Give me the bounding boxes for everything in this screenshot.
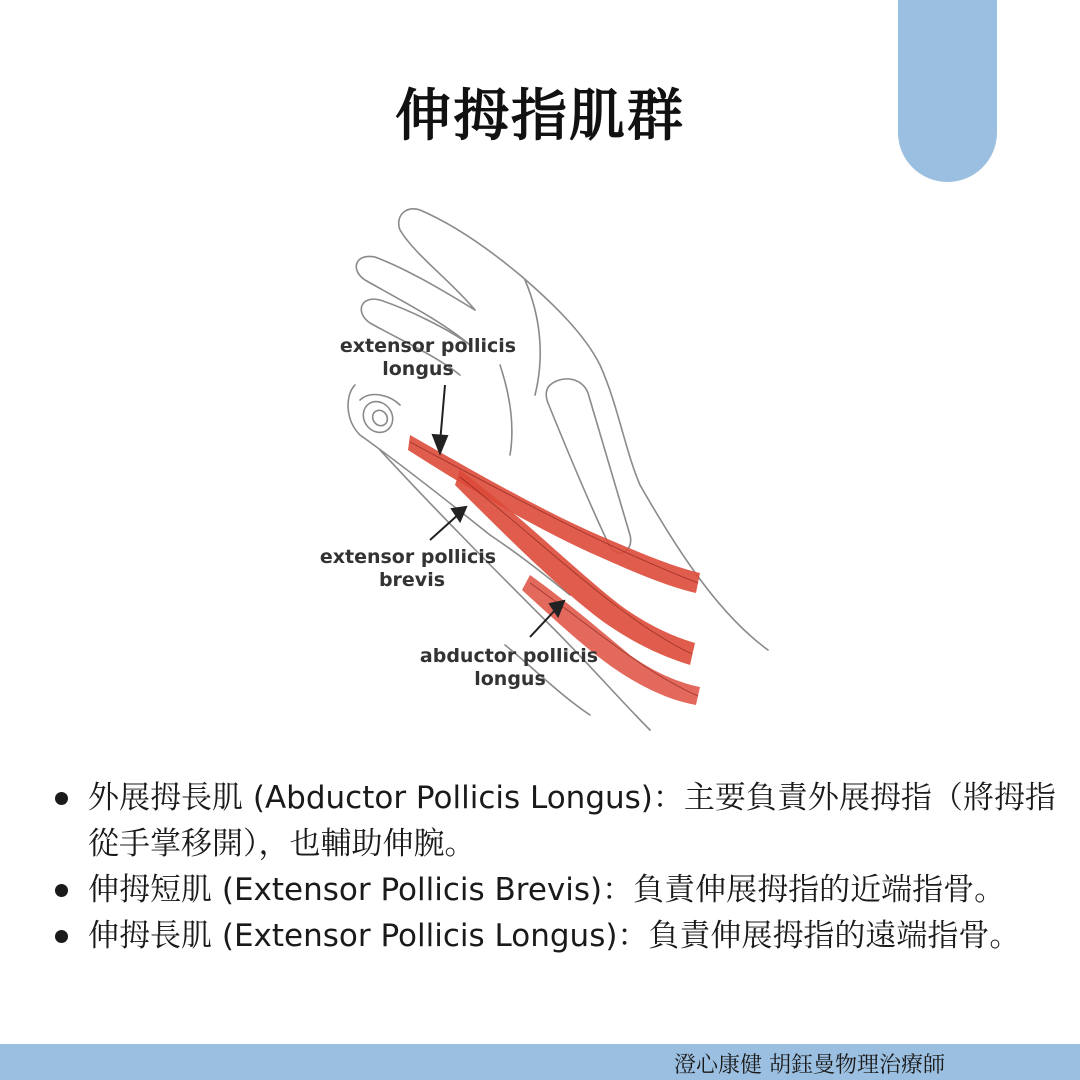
list-item <box>52 867 1062 913</box>
footer-credit: 澄心康健 胡鈺曼物理治療師 <box>674 1053 945 1078</box>
label-apl-line2: longus <box>474 668 546 690</box>
label-epb-line1: extensor pollicis <box>319 546 497 568</box>
bullet-dot <box>55 884 68 897</box>
label-epl-line1: extensor pollicis <box>339 335 517 357</box>
list-item-text: 伸拇短肌 (Extensor Pollicis Brevis)：負責伸展拇指的近端指骨。 <box>88 872 1006 908</box>
list-item <box>52 913 1062 959</box>
page-title: 伸拇指肌群 <box>395 84 685 149</box>
label-apl-line1: abductor pollicis <box>419 645 599 667</box>
bullet-dot <box>55 792 68 805</box>
list-item-text: 外展拇長肌 (Abductor Pollicis Longus)：主要負責外展拇指（將拇指從手掌移開），也輔助伸腕。 <box>88 780 1056 862</box>
thumbnail-outline <box>357 396 398 438</box>
list-item-text: 伸拇長肌 (Extensor Pollicis Longus)：負責伸展拇指的遠端指骨。 <box>88 918 1021 954</box>
hand-muscle-illustration <box>300 195 780 740</box>
bullet-dot <box>55 930 68 943</box>
muscle-description-list <box>52 775 1062 959</box>
label-epb-line2: brevis <box>378 569 446 591</box>
label-epl-line2: longus <box>382 358 454 380</box>
footer-bar <box>0 1044 1080 1080</box>
list-item <box>52 775 1062 867</box>
